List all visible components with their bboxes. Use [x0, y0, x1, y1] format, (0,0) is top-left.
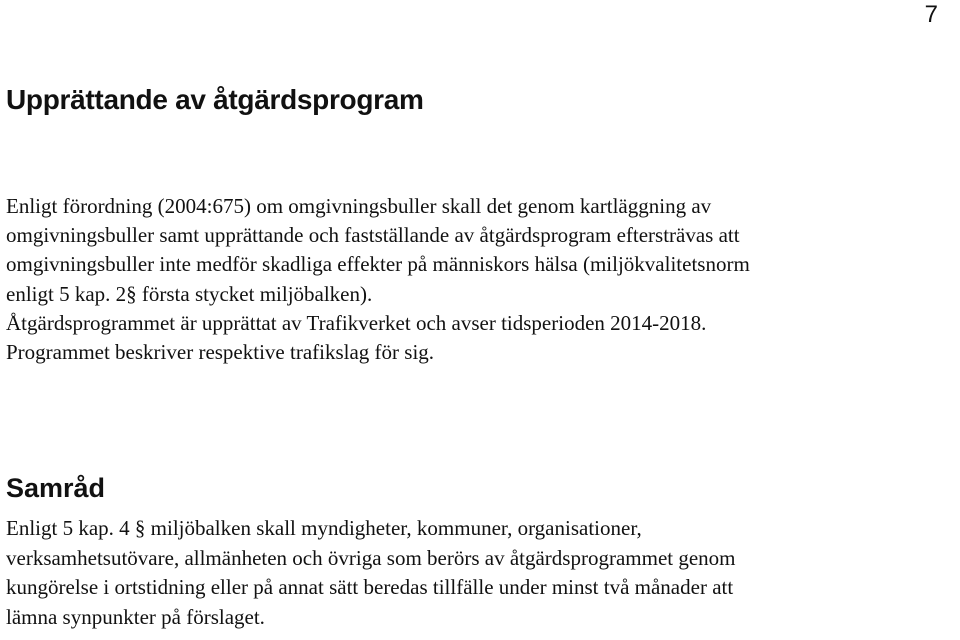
- paragraph-line: Enligt 5 kap. 4 § miljöbalken skall myndigheter, kommuner, organisationer,: [6, 516, 642, 540]
- paragraph-line: lämna synpunkter på förslaget.: [6, 604, 265, 629]
- paragraph-line: Åtgärdsprogrammet är upprättat av Trafikverket och avser tidsperioden 2014-2018.: [6, 310, 707, 335]
- paragraph-line: omgivningsbuller samt upprättande och fastställande av åtgärdsprogram eftersträvas att: [6, 223, 740, 248]
- section-heading-samrad: Samråd: [6, 473, 106, 503]
- paragraph-line: kungörelse i ortstidning eller på annat sätt beredas tillfälle under minst två månader att: [6, 575, 734, 600]
- paragraph-atgardsprogram: [6, 192, 956, 367]
- paragraph-line: omgivningsbuller inte medför skadliga effekter på människors hälsa (miljökvalitetsnorm: [6, 252, 750, 277]
- paragraph-line: Enligt förordning (2004:675) om omgivningsbuller skall det genom kartläggning av: [6, 194, 712, 218]
- paragraph-line: verksamhetsutövare, allmänheten och övriga som berörs av åtgärdsprogrammet genom: [6, 545, 736, 570]
- section-heading-atgardsprogram: Upprättande av åtgärdsprogram: [6, 84, 424, 115]
- paragraph-samrad: [6, 514, 956, 632]
- page-number: 7: [924, 1, 938, 28]
- paragraph-line: Programmet beskriver respektive trafikslag för sig.: [6, 340, 435, 365]
- paragraph-line: enligt 5 kap. 2§ första stycket miljöbalken).: [6, 281, 373, 306]
